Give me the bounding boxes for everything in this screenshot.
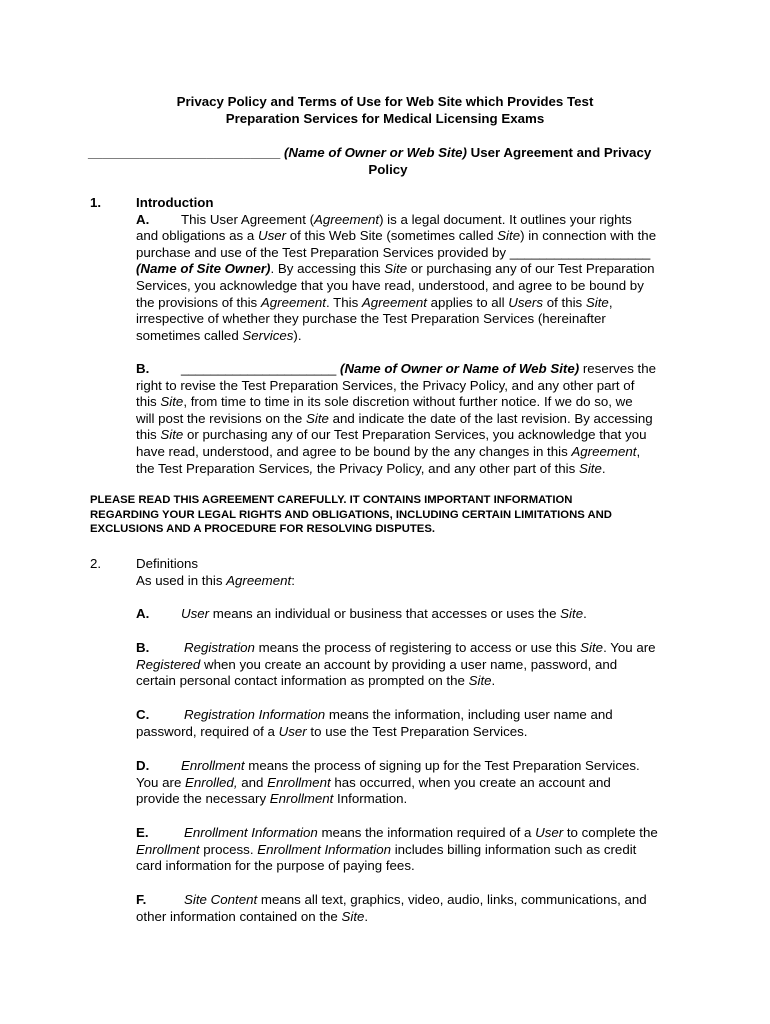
owner-name-placeholder: (Name of Owner or Name of Web Site) [340, 361, 580, 376]
owner-name-placeholder: (Name of Owner or Web Site) [283, 145, 467, 160]
text: means an individual or business that accesses or uses the [209, 606, 561, 621]
term: User [278, 723, 307, 739]
agreement-subtitle [88, 144, 688, 178]
text: and [237, 774, 268, 790]
section-2-intro [136, 573, 686, 590]
para-1b-line-5 [136, 427, 686, 444]
text: the Privacy Policy, and any other part of this [313, 460, 579, 476]
para-1b-line-6 [136, 444, 686, 461]
title-line-2: Preparation Services for Medical Licensing Exams [225, 111, 545, 126]
para-1b-line-7 [136, 461, 686, 478]
owner-blank: _____________________ [181, 361, 337, 376]
definition-c [136, 707, 686, 740]
notice-line-1: PLEASE READ THIS AGREEMENT CAREFULLY. IT CONTAINS IMPORTANT INFORMATION [90, 494, 573, 506]
text: certain personal contact information as prompted on the [136, 673, 469, 689]
para-1a-line-4 [136, 261, 686, 278]
definition-f-label: F. [136, 892, 147, 907]
site-owner-placeholder: (Name of Site Owner) [136, 261, 271, 277]
para-1a-line-6 [136, 295, 686, 312]
text: or purchasing any of our Test Preparation Services, you acknowledge that you [183, 427, 647, 443]
text: means the information, including user name and [325, 707, 613, 722]
term: Users [508, 294, 544, 310]
definition-b-line-3 [136, 673, 686, 690]
definition-b-line-2 [136, 657, 686, 674]
text: when you create an account by providing a user name, password, and [200, 656, 618, 672]
term: Enrollment Information [257, 841, 391, 857]
definition-d-line-1 [136, 758, 686, 775]
text: , [608, 294, 613, 310]
term: User [257, 228, 287, 244]
definition-d-label: D. [136, 758, 150, 773]
term: Site [468, 673, 492, 689]
text: . [491, 673, 496, 689]
text: means the information required of a [317, 825, 536, 840]
para-1a-label: A. [136, 211, 150, 227]
text: means the process of registering to access or use this [254, 640, 581, 655]
text: . You are [603, 640, 656, 655]
term: Site [580, 640, 604, 655]
text: password, required of a [136, 723, 279, 739]
section-2-number: 2. [90, 556, 102, 571]
definition-a-label: A. [136, 606, 150, 621]
term: Site [306, 410, 329, 426]
term: Services [242, 327, 294, 343]
text: and obligations as a [136, 228, 258, 244]
term: Enrollment [267, 774, 331, 790]
para-1b-line-3 [136, 394, 686, 411]
important-notice [90, 493, 690, 537]
definition-f [136, 892, 686, 925]
term: Site [497, 228, 521, 244]
term: Site [160, 427, 184, 443]
text: to complete the [563, 825, 658, 840]
text: includes billing information such as credit [391, 841, 637, 857]
section-1-heading: Introduction [136, 195, 214, 210]
text: the Test Preparation Services [136, 460, 310, 476]
para-1b [136, 361, 686, 477]
term: Registration [184, 640, 255, 655]
text: ) in connection with the [520, 228, 657, 244]
text: . [601, 460, 606, 476]
text: have read, understood, and agree to be bound by the any changes in this [136, 443, 572, 459]
definition-f-line-2 [136, 909, 686, 926]
text: the provisions of this [136, 294, 261, 310]
term: User [535, 825, 564, 840]
term: Site [578, 460, 602, 476]
definition-c-label: C. [136, 707, 150, 722]
definition-e-line-3: card information for the purpose of paying fees. [136, 858, 415, 874]
text: this [136, 427, 161, 443]
text: Information. [333, 791, 408, 807]
text: or purchasing any of our Test Preparation [407, 261, 655, 277]
text: sometimes called [136, 327, 243, 343]
text: process. [199, 841, 258, 857]
term: Site [341, 908, 365, 924]
section-1 [136, 195, 686, 344]
term: Site [560, 606, 584, 621]
text: , [309, 460, 314, 476]
subtitle-policy: Policy [368, 162, 408, 177]
section-2-heading: Definitions [136, 556, 199, 571]
definition-c-line-2 [136, 724, 686, 741]
definition-b-line-1 [136, 640, 686, 657]
term: Site [585, 294, 609, 310]
definition-c-line-1 [136, 707, 686, 724]
definition-a-line-1 [136, 606, 686, 623]
owner-blank: __________________________ [88, 145, 281, 160]
definition-d-line-2 [136, 775, 686, 792]
notice-line-3: EXCLUSIONS AND A PROCEDURE FOR RESOLVING DISPUTES. [90, 523, 436, 536]
para-1a-line-5: Services, you acknowledge that you have read, understood, and agree to be bound by [136, 277, 644, 293]
text: : [291, 572, 295, 588]
definition-b [136, 640, 686, 690]
definition-e [136, 825, 686, 875]
term: Enrolled, [185, 774, 238, 790]
para-1a-line-8 [136, 328, 686, 345]
definition-d-line-3 [136, 791, 686, 808]
term: Registered [136, 656, 201, 672]
term: Site [160, 394, 184, 410]
term: Agreement [571, 443, 637, 459]
section-1-number: 1. [90, 195, 102, 210]
definition-b-label: B. [136, 640, 150, 655]
text: , from time to time in its sole discretion without further notice. If we do so, we [183, 394, 633, 410]
text: will post the revisions on the [136, 410, 306, 426]
definition-e-line-1 [136, 825, 686, 842]
term: Enrollment [136, 841, 200, 857]
definition-a [136, 606, 686, 623]
text: provide the necessary [136, 791, 270, 807]
term: Registration Information [184, 707, 326, 722]
term: Enrollment Information [184, 825, 318, 840]
subtitle-text: User Agreement and Privacy [466, 145, 652, 160]
term: Site Content [184, 892, 258, 907]
text: and indicate the date of the last revision. By accessing [328, 410, 653, 426]
text: . [583, 606, 587, 621]
para-1b-label: B. [136, 361, 150, 376]
para-1b-line-1 [136, 361, 686, 378]
term: Agreement [260, 294, 326, 310]
para-1b-line-4 [136, 411, 686, 428]
term: Agreement [314, 211, 380, 227]
term: Site [384, 261, 408, 277]
term: Enrollment [269, 791, 334, 807]
text: of this Web Site (sometimes called [286, 228, 498, 244]
document-title [0, 93, 770, 127]
text: ). [293, 327, 302, 343]
text: has occurred, when you create an account and [330, 774, 611, 790]
text: You are [136, 774, 186, 790]
definition-f-line-1 [136, 892, 686, 909]
text: applies to all [426, 294, 509, 310]
text: ) is a legal document. It outlines your rights [379, 211, 632, 227]
text: of this [543, 294, 586, 310]
para-1b-line-2: right to revise the Test Preparation Services, the Privacy Policy, and any other part of [136, 377, 635, 393]
text: , [636, 443, 641, 459]
text: to use the Test Preparation Services. [306, 723, 528, 739]
text: means the process of signing up for the Test Preparation Services. [244, 758, 640, 773]
para-1a-line-1 [136, 212, 686, 229]
definition-e-label: E. [136, 825, 149, 840]
text: this [136, 394, 161, 410]
section-2 [136, 556, 686, 589]
text: means all text, graphics, video, audio, links, communications, and [257, 892, 647, 907]
notice-line-2: REGARDING YOUR LEGAL RIGHTS AND OBLIGATIONS, INCLUDING CERTAIN LIMITATIONS AND [90, 508, 612, 521]
text: As used in this [136, 572, 227, 588]
text: reserves the [579, 361, 657, 376]
term: User [181, 606, 210, 621]
term: Agreement [361, 294, 427, 310]
para-1a-line-2 [136, 228, 686, 245]
definition-d [136, 758, 686, 808]
text: This User Agreement ( [181, 211, 315, 227]
text: other information contained on the [136, 908, 342, 924]
text: . [364, 908, 369, 924]
text: . By accessing this [270, 261, 385, 277]
term: Enrollment [181, 758, 245, 773]
para-1a-line-7: irrespective of whether they purchase the Test Preparation Services (hereinafter [136, 311, 606, 327]
text: . This [325, 294, 362, 310]
term: Agreement [226, 572, 292, 588]
para-1a-line-3: purchase and use of the Test Preparation Services provided by ___________________ [136, 244, 651, 260]
definition-e-line-2 [136, 842, 686, 859]
title-line-1: Privacy Policy and Terms of Use for Web Site which Provides Test [176, 94, 594, 109]
